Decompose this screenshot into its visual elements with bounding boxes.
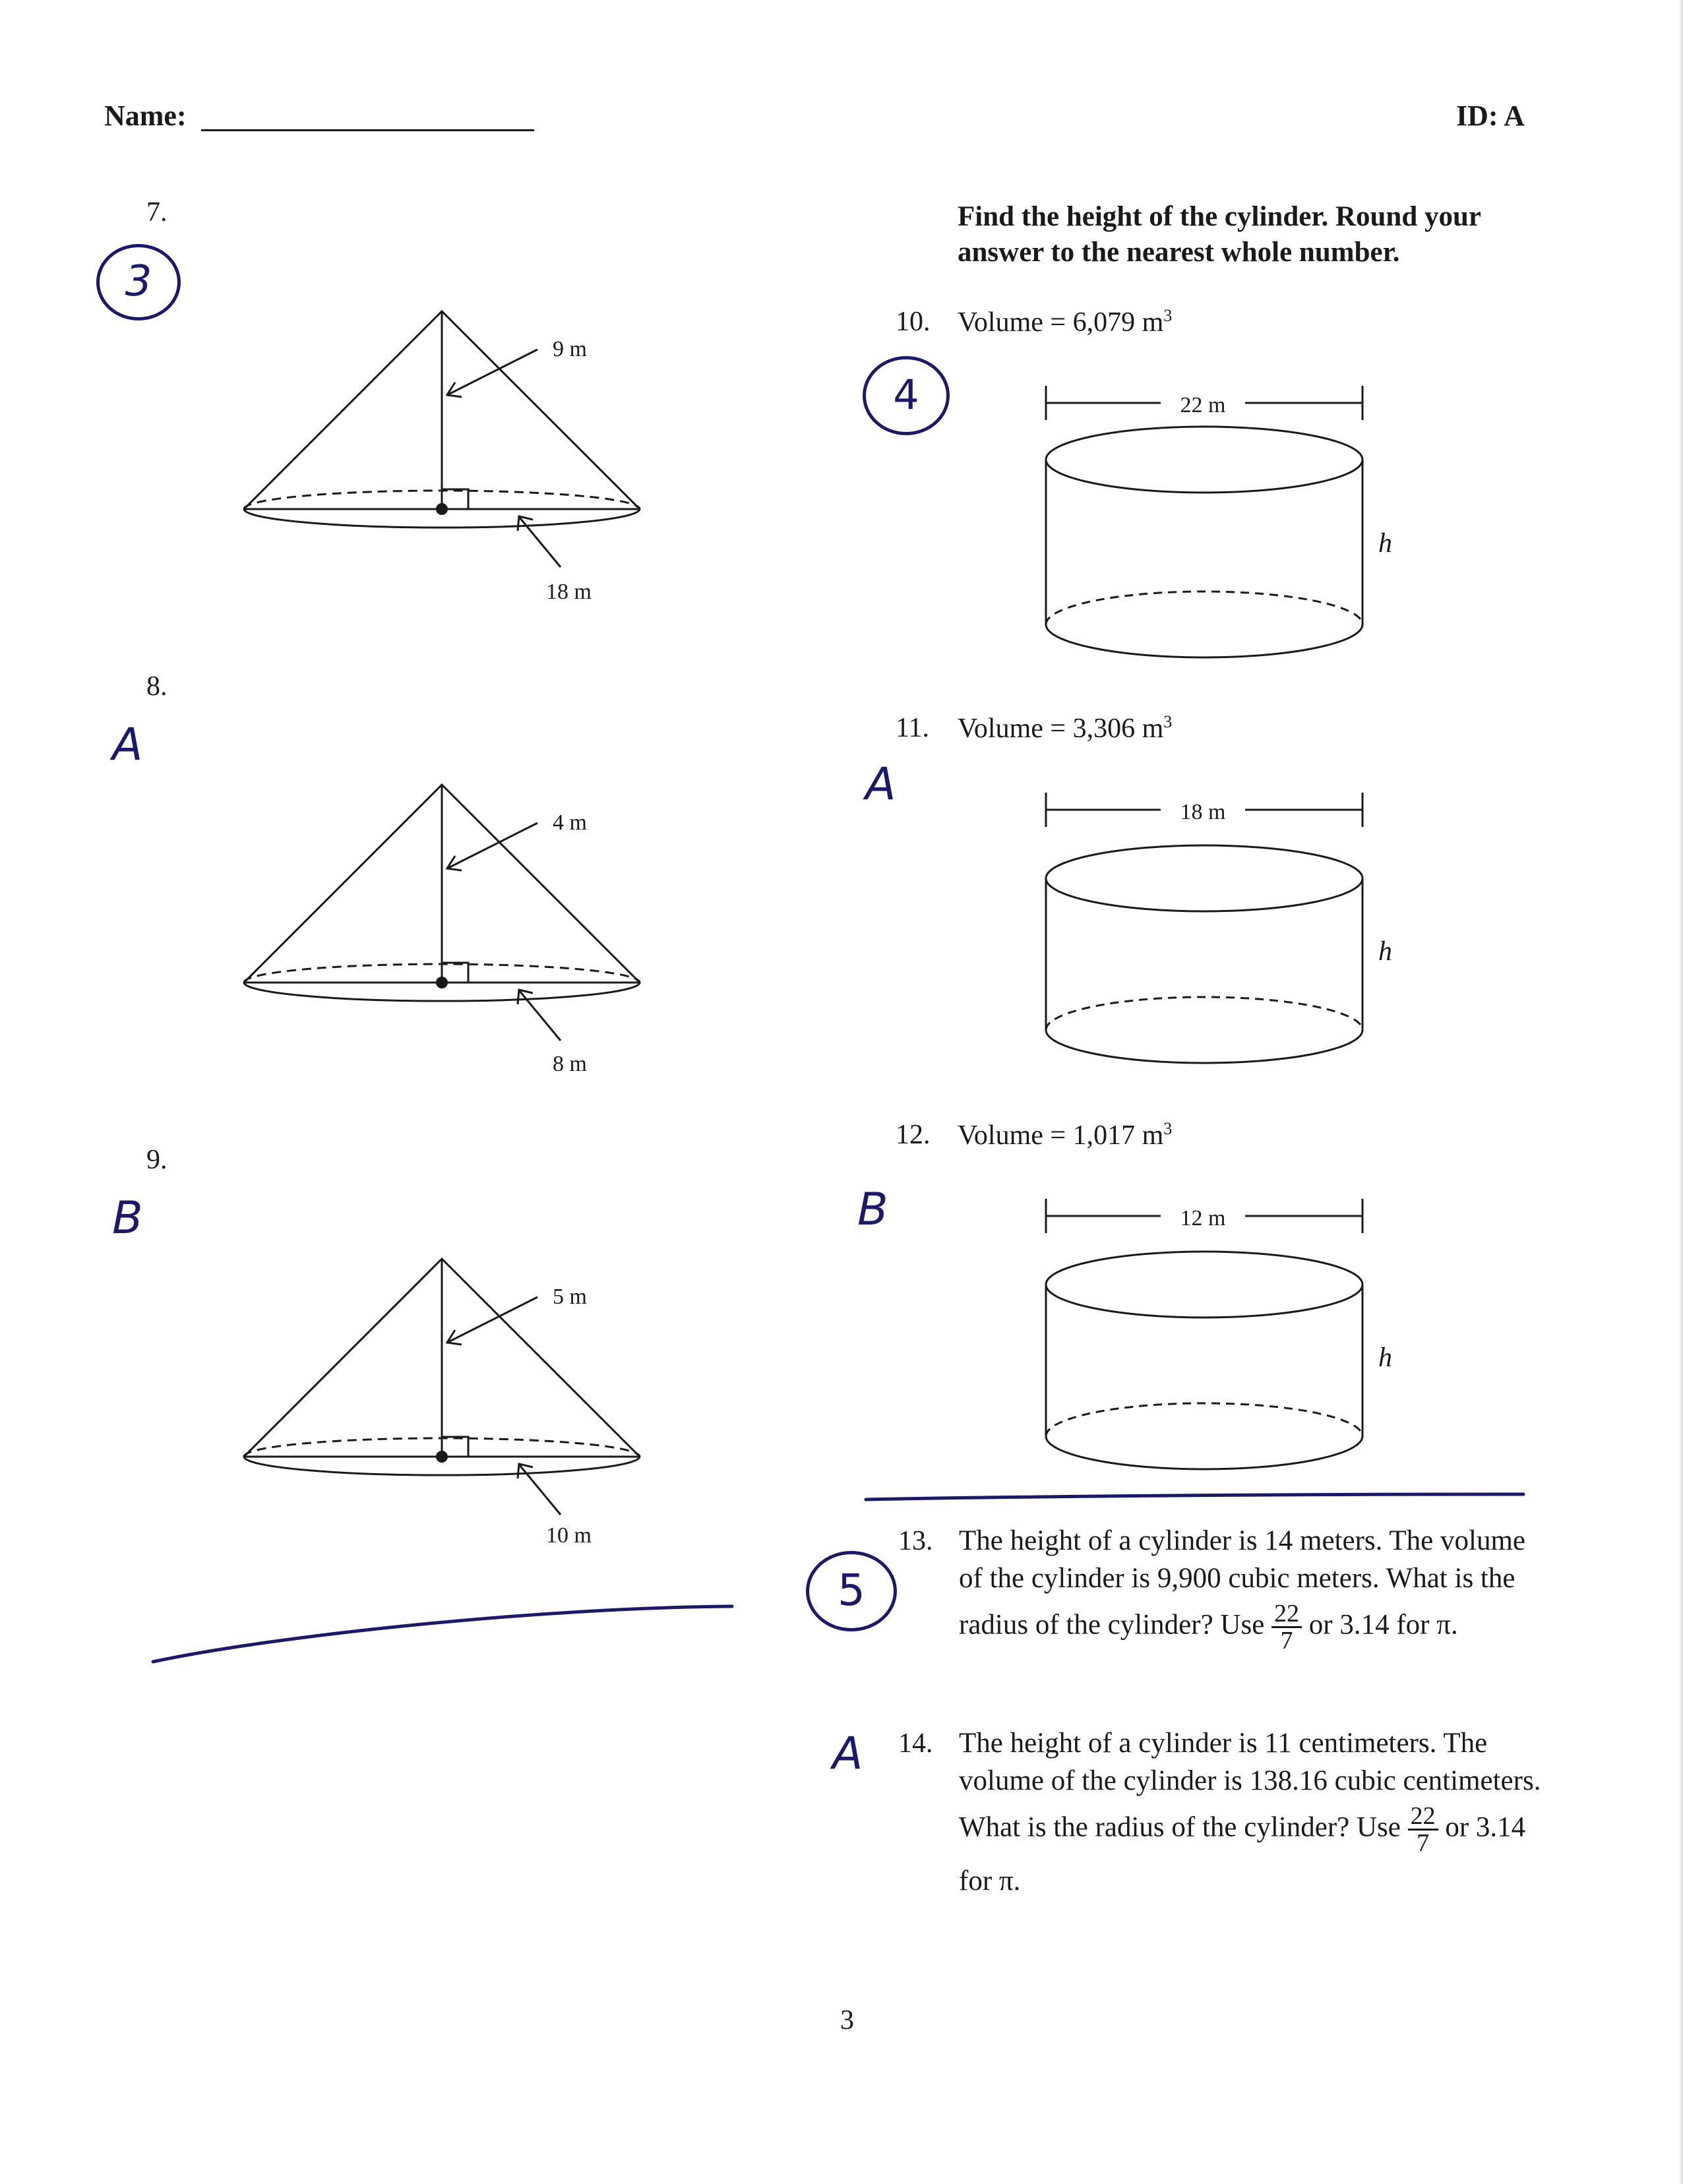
question-number: 13.	[898, 1526, 933, 1556]
handwritten-answer: B	[857, 1184, 888, 1236]
handwritten-answer: A	[112, 719, 143, 771]
cylinder-figure	[1035, 786, 1405, 1076]
question-number: 14.	[898, 1728, 933, 1759]
fraction: $\frac{22}{7}$	[1271, 1601, 1302, 1653]
handwritten-answer: 4	[863, 356, 950, 435]
cone-figure	[237, 1251, 646, 1554]
question-number: 8.	[146, 671, 168, 702]
volume-text: Volume = 1,017 $m^3$	[958, 1119, 1173, 1151]
cylinder-figure	[1035, 1192, 1405, 1482]
question-number: 10.	[896, 307, 931, 337]
handwritten-answer: B	[112, 1192, 143, 1244]
handwritten-divider-stroke	[861, 1484, 1533, 1510]
handwritten-answer: A	[832, 1728, 863, 1780]
page-number: 3	[840, 2005, 854, 2036]
height-label: h	[1378, 936, 1392, 967]
handwritten-answer: 3	[96, 244, 181, 320]
question-text: The height of a cylinder is 11 centimeters. The volume of the cylinder is 138.16 cubic centimeters. What is the radius of the cylinder? Use $\frac{22}{7}$ or 3.14 for π.	[959, 1728, 1541, 1896]
diameter-label: 10 m	[546, 1523, 592, 1548]
diameter-label: 18 m	[546, 580, 592, 604]
slant-height-label: 5 m	[553, 1285, 587, 1309]
height-label: h	[1378, 1343, 1392, 1373]
fraction: $\frac{22}{7}$	[1408, 1804, 1438, 1856]
scan-edge	[1679, 0, 1683, 2184]
slant-height-label: 4 m	[553, 810, 587, 835]
volume-text: Volume = 3,306 $m^3$	[958, 712, 1173, 744]
cone-figure	[237, 303, 646, 607]
question-number: 12.	[896, 1120, 931, 1150]
diameter-label: 18 m	[1180, 800, 1226, 824]
cylinder-figure	[1035, 379, 1405, 669]
id-label: ID: A	[1456, 100, 1525, 132]
diameter-label: 8 m	[553, 1052, 587, 1076]
height-label: h	[1378, 528, 1392, 559]
question-number: 11.	[896, 713, 929, 743]
name-blank-line[interactable]	[201, 129, 534, 131]
cone-figure	[237, 777, 646, 1080]
diameter-label: 22 m	[1180, 393, 1226, 417]
question-text: The height of a cylinder is 14 meters. The volume of the cylinder is 9,900 cubic meters. What is the radius of the cylinder? Use $\frac{22}{7}$ or 3.14 for π.	[959, 1525, 1525, 1654]
handwritten-divider-stroke	[145, 1596, 739, 1668]
slant-height-label: 9 m	[553, 337, 587, 361]
diameter-label: 12 m	[1180, 1206, 1226, 1230]
volume-text: Volume = 6,079 $m^3$	[958, 306, 1173, 338]
name-label: Name:	[104, 100, 187, 132]
instructions: Find the height of the cylinder. Round your answer to the nearest whole number.	[958, 201, 1481, 268]
handwritten-answer: 5	[806, 1551, 897, 1631]
handwritten-answer: A	[865, 758, 896, 810]
question-number: 9.	[146, 1145, 168, 1175]
question-number: 7.	[146, 197, 168, 228]
